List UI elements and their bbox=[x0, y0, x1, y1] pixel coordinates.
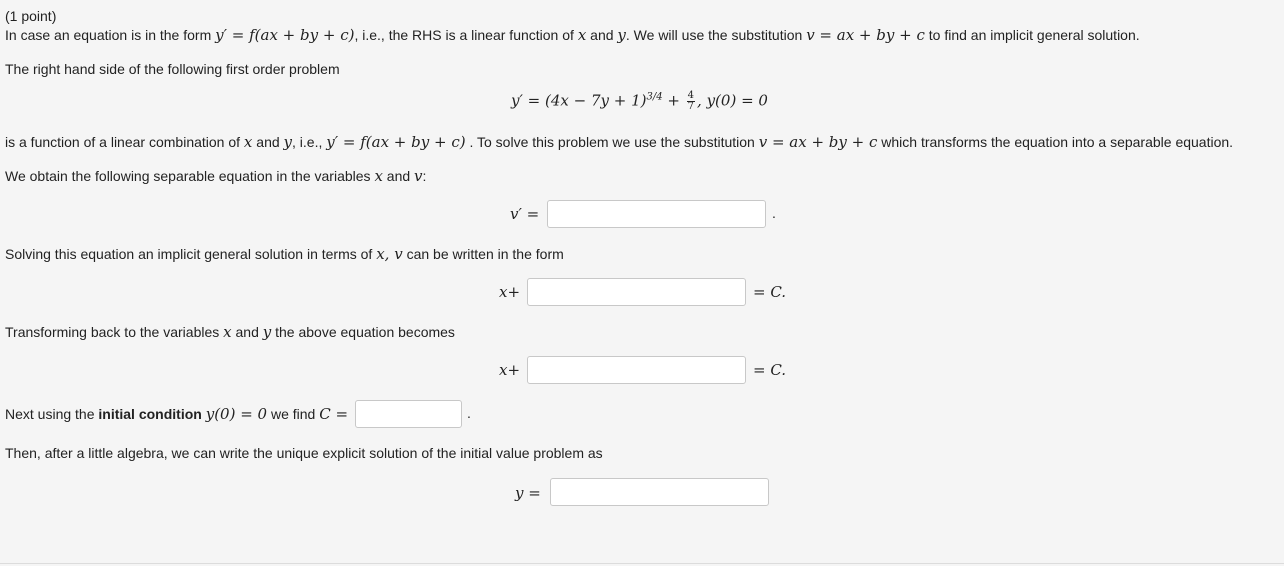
problem-equation bbox=[511, 91, 768, 112]
separable-t2: and bbox=[382, 168, 415, 184]
intro-y: y bbox=[617, 26, 626, 44]
vprime-tail: . bbox=[772, 205, 776, 221]
linear-y: y bbox=[283, 133, 293, 151]
implicit-xy-y: y bbox=[262, 323, 272, 341]
initial-text bbox=[5, 405, 348, 423]
problem-initial-condition: , y(0) = 0 bbox=[697, 91, 768, 110]
implicit-xy-x: x bbox=[223, 323, 232, 341]
explicit-lhs: y = bbox=[515, 484, 541, 502]
intro-t5: to find an implicit general solution. bbox=[924, 27, 1140, 43]
implicit-xv-lhs: x+ bbox=[499, 283, 521, 301]
intro-text bbox=[5, 26, 1140, 44]
explicit-text: Then, after a little algebra, we can write the unique explicit solution of the initial value problem as bbox=[5, 445, 603, 461]
implicit-xv-t1: Solving this equation an implicit general solution in terms of bbox=[5, 246, 377, 262]
initial-cond: y(0) = 0 bbox=[205, 405, 268, 423]
initial-tail: . bbox=[467, 405, 471, 421]
points-label: (1 point) bbox=[5, 8, 57, 24]
problem-exponent: 3/4 bbox=[646, 91, 663, 103]
separable-v: v bbox=[414, 167, 423, 185]
linear-t4: . To solve this problem we use the substitution bbox=[465, 134, 759, 150]
linear-subst: v = ax + by + c bbox=[758, 133, 878, 151]
implicit-xy-input[interactable] bbox=[527, 356, 746, 384]
problem-plus: + bbox=[662, 91, 685, 110]
implicit-xy-text bbox=[5, 323, 455, 341]
linear-t1: is a function of a linear combination of bbox=[5, 134, 244, 150]
linear-text bbox=[5, 133, 1233, 151]
separable-text bbox=[5, 167, 426, 185]
vprime-answer-input[interactable] bbox=[547, 200, 766, 228]
linear-t2: and bbox=[252, 134, 284, 150]
initial-bold: initial condition bbox=[98, 406, 202, 422]
implicit-xv-rhs: = C. bbox=[753, 283, 787, 301]
intro-subst: v = ax + by + c bbox=[806, 26, 925, 44]
fraction-denominator: 7 bbox=[687, 101, 695, 112]
explicit-solution-input[interactable] bbox=[550, 478, 769, 506]
implicit-xy-lhs: x+ bbox=[499, 361, 521, 379]
linear-x: x bbox=[243, 133, 253, 151]
implicit-xv-input[interactable] bbox=[527, 278, 746, 306]
initial-t1: Next using the bbox=[5, 406, 99, 422]
implicit-xy-rhs: = C. bbox=[753, 361, 787, 379]
separable-t3: : bbox=[422, 168, 427, 184]
intro-t2: , i.e., the RHS is a linear function of bbox=[354, 27, 578, 43]
intro-t4: . We will use the substitution bbox=[625, 27, 807, 43]
separable-t1: We obtain the following separable equation in the variables bbox=[5, 168, 375, 184]
implicit-xv-vars: x, v bbox=[376, 245, 403, 263]
intro-t1: In case an equation is in the form bbox=[5, 27, 216, 43]
problem-lhs: y′ = (4x − 7y + 1) bbox=[511, 91, 647, 110]
linear-t5: which transforms the equation into a separable equation. bbox=[877, 134, 1234, 150]
initial-t3: we find bbox=[267, 406, 320, 422]
linear-t3: , i.e., bbox=[292, 134, 327, 150]
constant-c-input[interactable] bbox=[355, 400, 462, 428]
intro-t3: and bbox=[586, 27, 618, 43]
separable-x: x bbox=[374, 167, 383, 185]
implicit-xy-t2: and bbox=[231, 324, 263, 340]
implicit-xy-t1: Transforming back to the variables bbox=[5, 324, 224, 340]
implicit-xy-t3: the above equation becomes bbox=[271, 324, 455, 340]
vprime-label: v′ = bbox=[510, 205, 540, 223]
implicit-xv-t2: can be written in the form bbox=[402, 246, 564, 262]
initial-c: C = bbox=[319, 405, 349, 423]
bottom-divider bbox=[0, 563, 1284, 564]
intro-eq-form: y′ = f(ax + by + c) bbox=[215, 26, 355, 44]
intro-x: x bbox=[577, 26, 587, 44]
rhs-intro: The right hand side of the following first order problem bbox=[5, 61, 340, 77]
fraction-numerator: 4 bbox=[687, 90, 695, 101]
implicit-xv-text bbox=[5, 245, 564, 263]
linear-eq: y′ = f(ax + by + c) bbox=[326, 133, 466, 151]
problem-fraction bbox=[687, 91, 695, 112]
